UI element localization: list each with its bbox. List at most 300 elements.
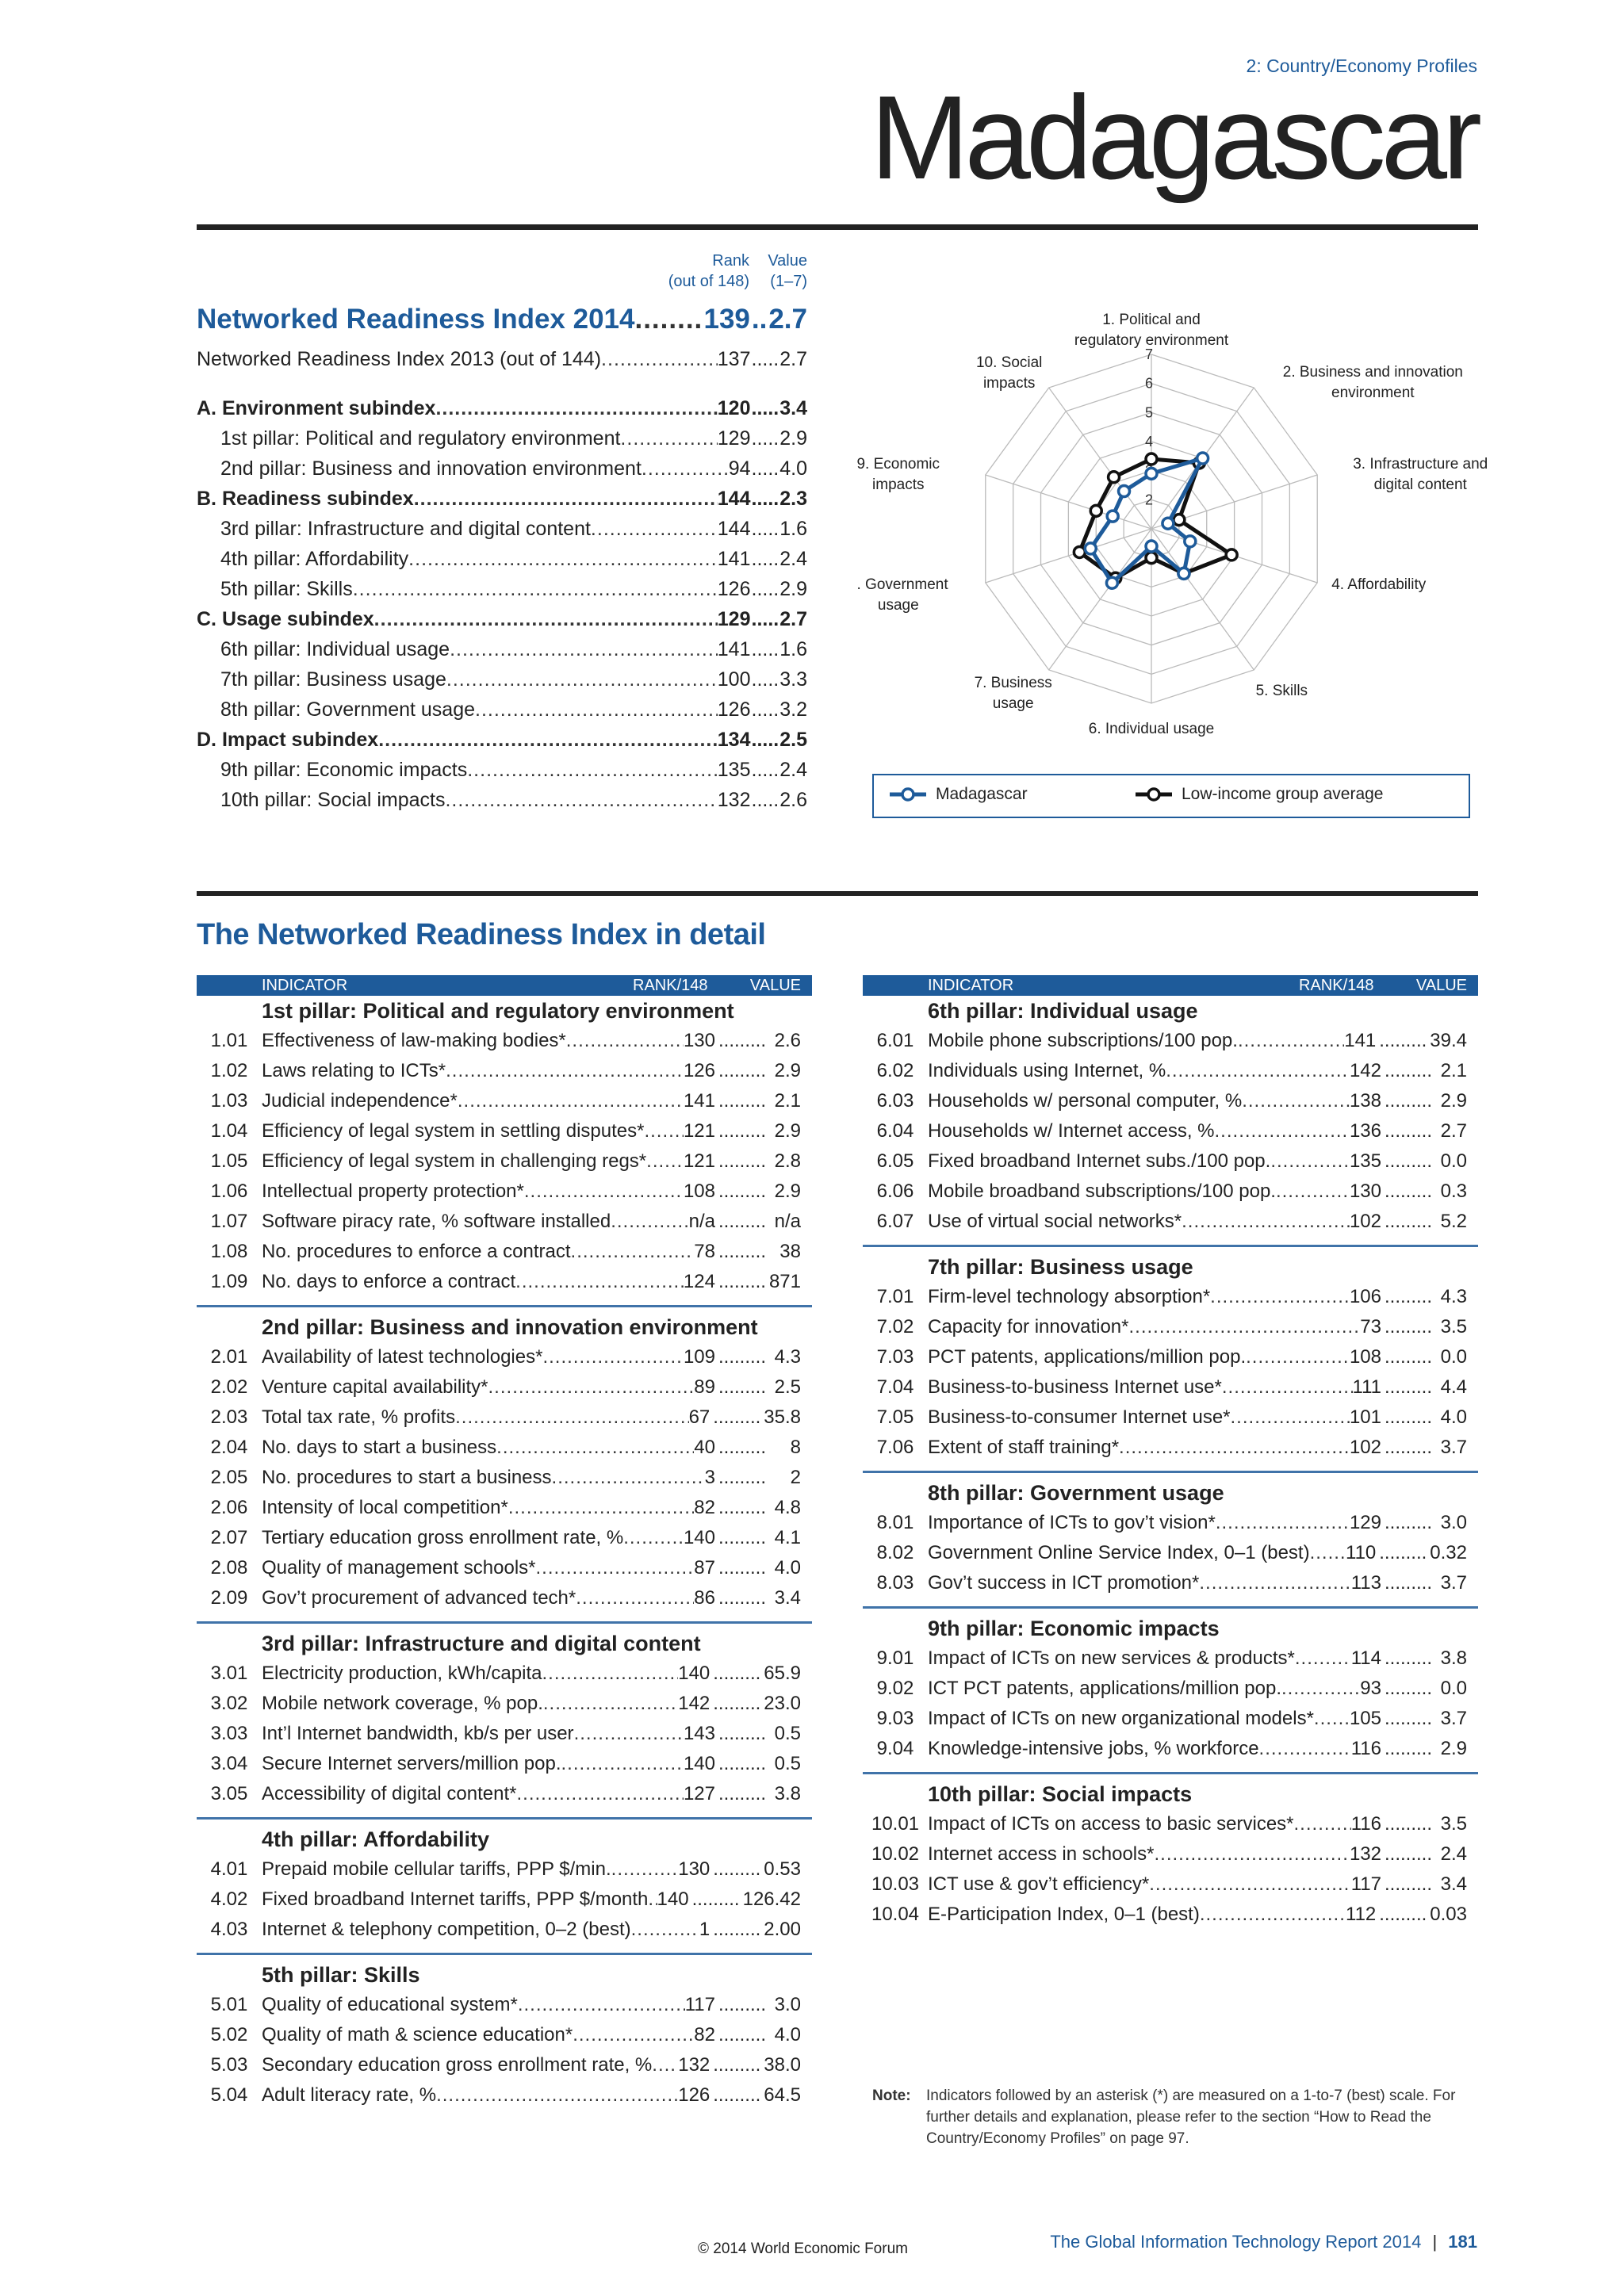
indicator-number: 2.07: [210, 1527, 248, 1548]
table-row: [863, 1809, 1478, 1839]
leader-dots: .........: [718, 1181, 766, 1202]
radar-point: [1119, 486, 1130, 497]
leader-dots: .........: [718, 1783, 766, 1804]
indicator-number: 10.03: [871, 1873, 920, 1895]
leader-dots: .........: [718, 1527, 766, 1548]
pillar-separator: [863, 1471, 1478, 1473]
rank-col-header: [650, 251, 749, 292]
indicator-label: Intensity of local competition*: [262, 1497, 508, 1518]
indicator-cell: [262, 1719, 812, 1749]
detail-table-left: [197, 975, 812, 2110]
indicator-cell: [928, 1674, 1478, 1704]
indicator-value: 4.0: [774, 2024, 801, 2045]
note-text: Indicators followed by an asterisk (*) are measured on a 1-to-7 (best) scale. For further details and explanation, please refer to the section “How to Read the Country/Economy Profiles” on page 97.: [926, 2087, 1456, 2147]
indicator-value: 2.9: [774, 1060, 801, 1081]
indicator-number: 2.06: [210, 1497, 248, 1518]
radar-axis-label-line: 3. Infrastructure and: [1353, 456, 1488, 473]
leader-dots: .........: [713, 1693, 761, 1714]
indicator-cell: [928, 1508, 1478, 1538]
leader-dots: [536, 1553, 695, 1583]
indicator-rank: 82: [694, 2024, 715, 2045]
indicator-value: n/a: [774, 1211, 801, 1232]
leader-dots: [1310, 1538, 1346, 1568]
summary-label: 5th pillar: Skills: [220, 578, 353, 600]
leader-dots: .........: [1379, 1030, 1427, 1051]
indicator-number: 2.04: [210, 1437, 248, 1458]
radar-axis-label: [1283, 364, 1463, 401]
indicator-cell: [928, 1869, 1478, 1900]
pillar-heading: 2nd pillar: Business and innovation environment: [262, 1315, 758, 1339]
summary-label: 1st pillar: Political and regulatory environment: [220, 427, 621, 450]
summary-rank: 126: [717, 578, 751, 600]
indicator-value: 4.3: [1440, 1286, 1467, 1307]
leader-dots: [446, 664, 718, 695]
radar-point: [1226, 549, 1237, 561]
leader-dots: [611, 1207, 688, 1237]
pillar-heading: 7th pillar: Business usage: [928, 1255, 1193, 1279]
indicator-cell: [928, 1026, 1478, 1056]
indicator-label: Secure Internet servers/million pop.: [262, 1753, 561, 1774]
summary-label: 4th pillar: Affordability: [220, 548, 409, 570]
pillar-separator: [863, 1606, 1478, 1609]
leader-dots: [591, 514, 718, 544]
table-row: [197, 1116, 812, 1146]
leader-dots: [378, 725, 718, 755]
indicator-cell: [262, 1523, 812, 1553]
indicator-value: 3.0: [1440, 1512, 1467, 1533]
indicator-label: Knowledge-intensive jobs, % workforce: [928, 1738, 1259, 1759]
indicator-rank: 126: [678, 2084, 710, 2106]
indicator-value: 4.1: [774, 1527, 801, 1548]
table-body: [197, 996, 812, 2110]
leader-dots: .........: [1384, 1150, 1432, 1172]
indicator-number: 7.04: [876, 1376, 914, 1398]
leader-dots: [517, 1779, 684, 1809]
leader-dots: .........: [718, 1497, 766, 1518]
indicator-value: 0.0: [1440, 1150, 1467, 1172]
table-row: [197, 1583, 812, 1613]
indicator-rank: n/a: [688, 1211, 715, 1232]
indicator-rank: 117: [1350, 1873, 1381, 1895]
indicator-number: 10.02: [871, 1843, 920, 1865]
table-row: [863, 1644, 1478, 1674]
summary-value: 3.4: [779, 397, 807, 419]
indicator-rank: 126: [683, 1060, 715, 1081]
leader-dots: [1238, 1026, 1344, 1056]
indicator-value: 39.4: [1430, 1030, 1467, 1051]
leader-dots: [1154, 1839, 1349, 1869]
leader-dots: .........: [718, 1346, 766, 1368]
indicator-value: 3.5: [1440, 1813, 1467, 1835]
leader-dots: .........: [718, 1090, 766, 1112]
leader-dots: [1242, 1086, 1350, 1116]
leader-dots: [576, 1583, 694, 1613]
pillar-heading: 4th pillar: Affordability: [262, 1827, 490, 1851]
indicator-rank: 114: [1350, 1647, 1381, 1669]
indicator-value: 2: [790, 1467, 801, 1488]
leader-dots: .....: [751, 789, 779, 811]
indicator-label: Electricity production, kWh/capita: [262, 1663, 542, 1684]
leader-dots: .....: [751, 608, 779, 630]
indicator-number: 6.06: [876, 1181, 914, 1202]
indicator-value: 2.8: [774, 1150, 801, 1172]
leader-dots: .....: [751, 488, 779, 510]
leader-dots: [1281, 1674, 1360, 1704]
indicator-cell: [928, 1282, 1478, 1312]
radar-spoke: [1151, 529, 1254, 670]
table-row: [197, 1026, 812, 1056]
indicator-cell: [928, 1568, 1478, 1598]
indicator-cell: [262, 1553, 812, 1583]
table-row: [197, 1342, 812, 1372]
indicator-rank: 130: [1349, 1181, 1381, 1202]
detail-table-right: [863, 975, 1478, 1930]
radar-axis-label: [856, 456, 940, 493]
leader-dots: .........: [1384, 1346, 1432, 1368]
indicator-label: Gov’t success in ICT promotion*: [928, 1572, 1200, 1594]
indicator-rank: 109: [683, 1346, 715, 1368]
table-row: [863, 1207, 1478, 1237]
indicator-value: 35.8: [764, 1406, 801, 1428]
indicator-number: 10.01: [871, 1813, 920, 1835]
leader-dots: .........: [718, 1753, 766, 1774]
indicator-value: 8: [790, 1437, 801, 1458]
table-row: [197, 1523, 812, 1553]
indicator-label: Mobile phone subscriptions/100 pop.: [928, 1030, 1238, 1051]
indicator-label: Prepaid mobile cellular tariffs, PPP $/min.: [262, 1858, 611, 1880]
radar-axis-label-line: impacts: [982, 375, 1036, 392]
indicator-label: E-Participation Index, 0–1 (best): [928, 1904, 1200, 1925]
leader-dots: .........: [1384, 1678, 1432, 1699]
indicator-label: Quality of educational system*: [262, 1994, 518, 2015]
indicator-value: 0.0: [1440, 1346, 1467, 1368]
radar-axis-label-line: 2. Business and innovation: [1282, 364, 1463, 381]
summary-rank: 132: [717, 789, 751, 811]
indicator-label: ICT use & gov’t efficiency*: [928, 1873, 1150, 1895]
indicator-value: 65.9: [764, 1663, 801, 1684]
indicator-rank: 132: [678, 2054, 710, 2076]
leader-dots: [571, 1237, 695, 1267]
leader-dots: [515, 1267, 684, 1297]
footer-report: [1050, 2232, 1477, 2252]
indicator-number: 7.05: [876, 1406, 914, 1428]
leader-dots: [518, 1990, 685, 2020]
indicator-rank: 124: [683, 1271, 715, 1292]
indicator-value: 2.1: [774, 1090, 801, 1112]
leader-dots: .........: [1384, 1286, 1432, 1307]
indicator-value: 2.6: [774, 1030, 801, 1051]
indicator-cell: [928, 1086, 1478, 1116]
radar-axis-label-line: impacts: [872, 476, 925, 494]
indicator-value: 2.9: [1440, 1738, 1467, 1759]
detail-title: The Networked Readiness Index in detail: [197, 918, 766, 951]
leader-dots: [1215, 1116, 1350, 1146]
indicator-rank: 117: [684, 1994, 715, 2015]
table-row: [863, 1508, 1478, 1538]
table-row: [863, 1116, 1478, 1146]
indicator-label: ICT PCT patents, applications/million pop.: [928, 1678, 1282, 1699]
summary-row: [197, 544, 807, 574]
leader-dots: .........: [1384, 1181, 1432, 1202]
indicator-number: 1.08: [210, 1241, 248, 1262]
leader-dots: [1314, 1704, 1350, 1734]
summary-value: 2.3: [779, 488, 807, 510]
radar-point: [1197, 453, 1208, 464]
radar-axis-label-line: 4. Affordability: [1331, 576, 1427, 593]
nri-2014-row: [197, 300, 807, 339]
leader-dots: [1149, 1869, 1350, 1900]
indicator-number: 1.09: [210, 1271, 248, 1292]
summary-row: [197, 423, 807, 453]
indicator-number: 2.05: [210, 1467, 248, 1488]
leader-dots: [566, 1026, 684, 1056]
indicator-value: 3.7: [1440, 1708, 1467, 1729]
summary-value: 2.4: [779, 759, 807, 781]
indicator-value: 871: [768, 1271, 801, 1292]
summary-row: [197, 514, 807, 544]
indicator-label: Laws relating to ICTs*: [262, 1060, 446, 1081]
leader-dots: .........: [718, 1241, 766, 1262]
indicator-value: 3.8: [774, 1783, 801, 1804]
indicator-value: 2.9: [774, 1181, 801, 1202]
indicator-cell: [928, 1644, 1478, 1674]
leader-dots: .........: [718, 1150, 766, 1172]
indicator-col-header: INDICATOR: [262, 977, 348, 994]
legend-item-low-income: [1134, 785, 1383, 804]
radar-axis-label-line: 10. Social: [975, 354, 1043, 372]
leader-dots: [1295, 1644, 1351, 1674]
indicator-label: Importance of ICTs to gov’t vision*: [928, 1512, 1216, 1533]
pillar-heading: 1st pillar: Political and regulatory environment: [262, 999, 734, 1023]
indicator-number: 5.03: [210, 2054, 248, 2076]
indicator-value: 2.1: [1440, 1060, 1467, 1081]
madagascar-marker-icon: [888, 786, 928, 802]
indicator-rank: 141: [683, 1090, 715, 1112]
leader-dots: .........: [1384, 1708, 1432, 1729]
indicator-rank: 143: [683, 1723, 715, 1744]
indicator-value: 0.5: [774, 1753, 801, 1774]
radar-axis-label: [976, 354, 1042, 392]
nri-2014-value: 2.7: [768, 304, 807, 335]
indicator-cell: [928, 1433, 1478, 1463]
summary-row: [197, 725, 807, 755]
summary-value: 3.2: [779, 698, 807, 721]
indicator-number: 3.02: [210, 1693, 248, 1714]
leader-dots: [1246, 1342, 1350, 1372]
indicator-label: Internet access in schools*: [928, 1843, 1155, 1865]
radar-axis-label-line: 8. Government: [856, 576, 948, 593]
radar-spoke: [1049, 529, 1151, 670]
leader-dots: .....: [751, 668, 779, 691]
leader-dots: .....: [751, 638, 779, 660]
leader-dots: .........: [718, 1723, 766, 1744]
indicator-value: 3.7: [1440, 1437, 1467, 1458]
radar-axis-label-line: regulatory environment: [1074, 332, 1229, 349]
indicator-label: No. procedures to enforce a contract: [262, 1241, 571, 1262]
leader-dots: [455, 1402, 688, 1433]
pillar-separator: [197, 1305, 812, 1307]
indicator-number: 4.02: [210, 1888, 248, 1910]
leader-dots: .....: [751, 397, 779, 419]
pillar-heading: 6th pillar: Individual usage: [928, 999, 1198, 1023]
indicator-value: 0.53: [764, 1858, 801, 1880]
indicator-value: 3.4: [774, 1587, 801, 1609]
leader-dots: .........: [713, 1919, 761, 1940]
indicator-value: 3.4: [1440, 1873, 1467, 1895]
leader-dots: .........: [718, 1437, 766, 1458]
pillar-separator: [863, 1245, 1478, 1247]
leader-dots: [374, 604, 718, 634]
radar-point: [1107, 511, 1118, 522]
summary-label: 2nd pillar: Business and innovation environment: [220, 457, 642, 480]
indicator-label: Total tax rate, % profits: [262, 1406, 456, 1428]
legend-label-madagascar: Madagascar: [936, 785, 1028, 803]
leader-dots: [623, 1523, 684, 1553]
leader-dots: [1166, 1056, 1350, 1086]
table-row: [197, 1553, 812, 1583]
leader-dots: .........: [1384, 1512, 1432, 1533]
summary-value: 2.7: [779, 348, 807, 370]
leader-dots: [574, 1719, 684, 1749]
leader-dots: [1199, 1568, 1350, 1598]
pillar-separator: [197, 1621, 812, 1624]
indicator-rank: 110: [1346, 1542, 1377, 1563]
table-header: [197, 975, 812, 996]
indicator-label: Capacity for innovation*: [928, 1316, 1129, 1337]
indicator-number: 2.09: [210, 1587, 248, 1609]
indicator-label: Quality of math & science education*: [262, 2024, 573, 2045]
indicator-rank: 102: [1349, 1437, 1381, 1458]
indicator-rank: 67: [688, 1406, 710, 1428]
pillar-heading: 3rd pillar: Infrastructure and digital content: [262, 1632, 701, 1655]
table-row: [863, 1056, 1478, 1086]
indicator-cell: [928, 1312, 1478, 1342]
indicator-rank: 141: [1344, 1030, 1377, 1051]
table-row: [863, 1026, 1478, 1056]
nri-2014-rank: 139: [703, 304, 750, 335]
indicator-rank: 1: [699, 1919, 710, 1940]
indicator-number: 1.02: [210, 1060, 248, 1081]
radar-axis-label-line: 1. Political and: [1102, 312, 1201, 328]
table-row: [197, 1086, 812, 1116]
indicator-cell: [262, 1026, 812, 1056]
radar-point: [1074, 546, 1085, 557]
leader-dots: .........: [713, 1406, 761, 1428]
indicator-rank: 140: [678, 1663, 710, 1684]
leader-dots: [601, 344, 718, 374]
leader-dots: [436, 2080, 678, 2110]
indicator-number: 3.05: [210, 1783, 248, 1804]
indicator-label: Accessibility of digital content*: [262, 1783, 517, 1804]
leader-dots: .........: [718, 1376, 766, 1398]
summary-label: A. Environment subindex: [197, 397, 436, 419]
indicator-number: 1.04: [210, 1120, 248, 1142]
table-row: [863, 1704, 1478, 1734]
indicator-rank: 87: [694, 1557, 715, 1578]
summary-rank: 135: [717, 759, 751, 781]
summary-value: 4.0: [779, 457, 807, 480]
leader-dots: [488, 1372, 695, 1402]
leader-dots: .........: [1384, 1873, 1432, 1895]
table-row: [197, 1237, 812, 1267]
indicator-label: No. days to enforce a contract: [262, 1271, 516, 1292]
indicator-rank: 111: [1352, 1376, 1381, 1398]
indicator-cell: [928, 1342, 1478, 1372]
indicator-rank: 140: [683, 1753, 715, 1774]
radar-scale-tick: 2: [1145, 492, 1154, 508]
leader-dots: [573, 2020, 694, 2050]
indicator-label: Fixed broadband Internet subs./100 pop.: [928, 1150, 1271, 1172]
leader-dots: .....: [751, 578, 779, 600]
leader-dots: [542, 1659, 678, 1689]
indicator-number: 3.01: [210, 1663, 248, 1684]
leader-dots: .........: [1379, 1542, 1427, 1563]
indicator-cell: [262, 2080, 812, 2110]
indicator-cell: [928, 1839, 1478, 1869]
indicator-number: 9.03: [876, 1708, 914, 1729]
indicator-rank: 78: [694, 1241, 715, 1262]
indicator-cell: [262, 1342, 812, 1372]
nri-2014-label: Networked Readiness Index 2014: [197, 304, 635, 335]
radar-axis-label-line: 5. Skills: [1255, 682, 1308, 699]
indicator-label: Availability of latest technologies*: [262, 1346, 543, 1368]
summary-rank: 129: [717, 608, 751, 630]
pillar-separator: [863, 1772, 1478, 1774]
table-row: [197, 1372, 812, 1402]
leader-dots: [1119, 1433, 1350, 1463]
radar-axis-label: [1089, 721, 1214, 737]
pillar-heading: 9th pillar: Economic impacts: [928, 1617, 1220, 1640]
page-title: Madagascar: [870, 71, 1477, 204]
leader-dots: [508, 1493, 694, 1523]
indicator-label: PCT patents, applications/million pop.: [928, 1346, 1247, 1368]
leader-dots: [445, 785, 717, 815]
indicator-rank: 102: [1349, 1211, 1381, 1232]
leader-dots: .....: [751, 427, 779, 450]
radar-point: [1146, 453, 1157, 465]
radar-axis-label-line: 7. Business: [974, 674, 1052, 691]
indicator-rank: 93: [1360, 1678, 1381, 1699]
table-row: [197, 1885, 812, 1915]
indicator-value: 38: [779, 1241, 801, 1262]
summary-row: [197, 453, 807, 484]
indicator-cell: [262, 1402, 812, 1433]
indicator-number: 6.02: [876, 1060, 914, 1081]
indicator-cell: [262, 1116, 812, 1146]
radar-axis-label: [856, 576, 948, 614]
indicator-rank: 130: [678, 1858, 710, 1880]
leader-dots: ..: [751, 304, 768, 335]
indicator-number: 6.03: [876, 1090, 914, 1112]
summary-rank: 129: [717, 427, 751, 450]
indicator-number: 1.05: [210, 1150, 248, 1172]
indicator-cell: [262, 1207, 812, 1237]
leader-dots: [524, 1177, 684, 1207]
summary-label: B. Readiness subindex: [197, 488, 414, 510]
indicator-cell: [928, 1177, 1478, 1207]
summary-value: 2.5: [779, 729, 807, 751]
table-row: [197, 2050, 812, 2080]
leader-dots: [631, 1915, 699, 1945]
leader-dots: [1128, 1312, 1360, 1342]
summary-rank: 141: [717, 638, 751, 660]
table-row: [197, 1433, 812, 1463]
page-number: 181: [1448, 2232, 1477, 2252]
indicator-number: 2.01: [210, 1346, 248, 1368]
indicator-label: Individuals using Internet, %: [928, 1060, 1166, 1081]
table-row: [863, 1177, 1478, 1207]
summary-value: 2.7: [779, 608, 807, 630]
